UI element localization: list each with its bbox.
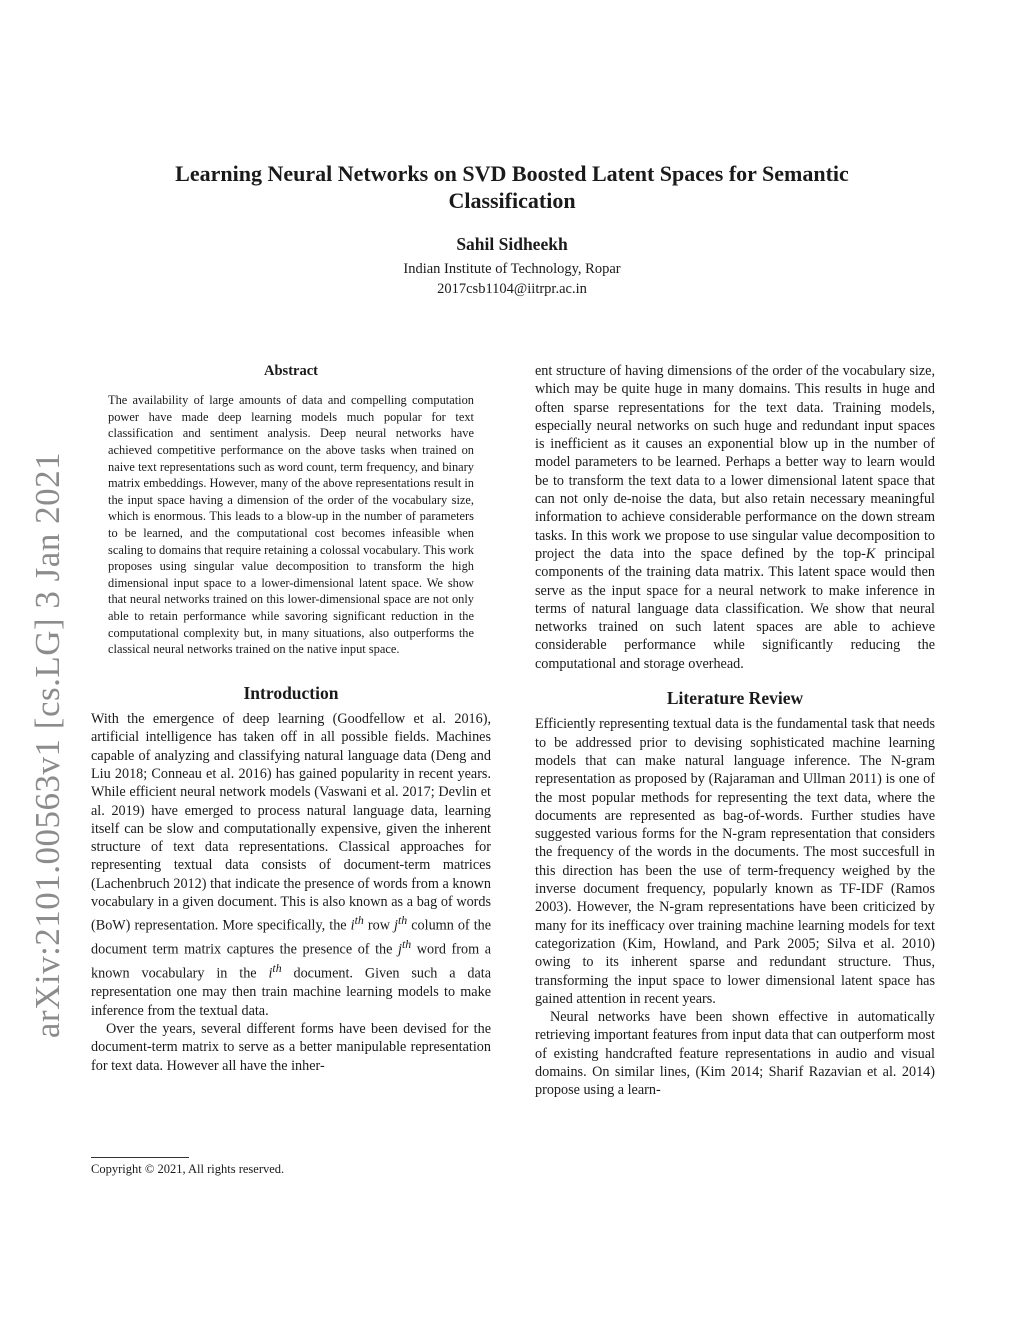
copyright-notice: Copyright © 2021, All rights reserved. xyxy=(91,1162,285,1176)
author-name: Sahil Sidheekh xyxy=(456,234,568,254)
author-email: 2017csb1104@iitrpr.ac.in xyxy=(437,281,587,297)
introduction-paragraph-1: With the emergence of deep learning (Goodfellow et al. 2016), artificial intelligence has taken off in all possible fields. Machines capable of analyzing and classifying natural language data (Deng and Liu 2018; Conneau et al. 2016) has gained popularity in recent years. While efficient neural network models (Vaswani et al. 2017; Devlin et al. 2019) have emerged to process natural language data, learning itself can be slow and computationally expensive, given the inherent structure of text data representations. Classical approaches for representing textual data consists of document-term matrices (Lachenbruch 2012) that indicate the presence of words from a known vocabulary in a given document. This is also known as a bag of words (BoW) representation. More specifically, the $i^{th}$ row $j^{th}$ column of the document term matrix captures the presence of the $j^{th}$ word from a known vocabulary in the $i^{th}$ document. Given such a data representation one may then train machine learning models to make inference from the textual data. xyxy=(91,711,492,1019)
arxiv-identifier: arXiv:2101.00563v1 [cs.LG] 3 Jan 2021 xyxy=(28,451,67,1039)
left-column xyxy=(91,362,491,1075)
literature-review-heading: Literature Review xyxy=(666,688,804,709)
right-column xyxy=(535,362,935,1100)
paper-title: Learning Neural Networks on SVD Boosted Latent Spaces for Semantic Classification xyxy=(175,161,849,213)
author-affiliation: Indian Institute of Technology, Ropar xyxy=(403,261,621,277)
abstract-text: The availability of large amounts of data and compelling computation power have made deep learning models much popular for text classification and sentiment analysis. Deep neural networks have achieved competitive performance on the above tasks when trained on naive text representations such as word count, term frequency, and binary matrix embeddings. However, many of the above representations result in the input space having a dimension of the order of the vocabulary size, which is enormous. This leads to a blow-up in the number of parameters to be learned, and the computational cost becomes infeasible when scaling to domains that require retaining a colossal vocabulary. This work proposes using singular value decomposition to transform the high dimensional input space to a lower-dimensional latent space. We show that neural networks trained on this lower-dimensional space are not only able to retain performance while savoring significant reduction in the computational complexity but, in many situations, also outperforms the classical neural networks trained on the native input space. xyxy=(108,393,474,657)
introduction-continuation: ent structure of having dimensions of the order of the vocabulary size, which may be quite huge in many domains. This results in huge and often sparse representations for the text data. Training models, especially neural networks on such huge and redundant input spaces is inefficient as it causes an exponential blow up in the number of model parameters to be learned. Perhaps a better way to learn would be to transform the text data to a lower dimensional latent space that can not only de-noise the data, but also retain necessary meaningful information to achieve considerable performance on the down stream tasks. In this work we propose to use singular value decomposition to project the data into the space defined by the top-K principal components of the training data matrix. This latent space would then serve as the input space for a neural network to make inference in terms of natural language data classification. We show that neural networks trained on such latent spaces are able to achieve considerable performance while significantly reducing the computational and storage overhead. xyxy=(535,363,936,672)
abstract-heading: Abstract xyxy=(264,363,318,379)
footnote-rule xyxy=(91,1157,189,1158)
introduction-paragraph-2: Over the years, several different forms have been devised for the document-term matrix to serve as a better manipulable representation for text data. However all have the inher- xyxy=(91,1021,491,1074)
literature-review-paragraph-2: Neural networks have been shown effective in automatically retrieving important features from input data that can outperform most of existing handcrafted feature representations in audio and visual domains. On similar lines, (Kim 2014; Sharif Razavian et al. 2014) propose using a learn- xyxy=(535,1009,935,1099)
footnote xyxy=(91,1157,491,1177)
literature-review-paragraph-1: Efficiently representing textual data is the fundamental task that needs to be addressed prior to devising sophisticated machine learning models that can make natural language inference. The N-gram representation as proposed by (Rajaraman and Ullman 2011) is one of the most popular methods for representing the text data, where the documents are represented as bag-of-words. Further studies have suggested various forms for the N-gram representation that considers the frequency of the words in the documents. The most succesfull in this direction has been the use of term-frequency weighed by the inverse document frequency, popularly known as TF-IDF (Ramos 2003). However, the N-gram representations have been criticized by many for its inefficacy over training machine learning models for text categorization (Kim, Howland, and Park 2005; Silva et al. 2010) owing to its inherent sparse and redundant structure. Thus, transforming the input space to lower dimensional latent space has gained attention in recent years. xyxy=(535,716,935,1007)
introduction-heading: Introduction xyxy=(243,682,339,703)
